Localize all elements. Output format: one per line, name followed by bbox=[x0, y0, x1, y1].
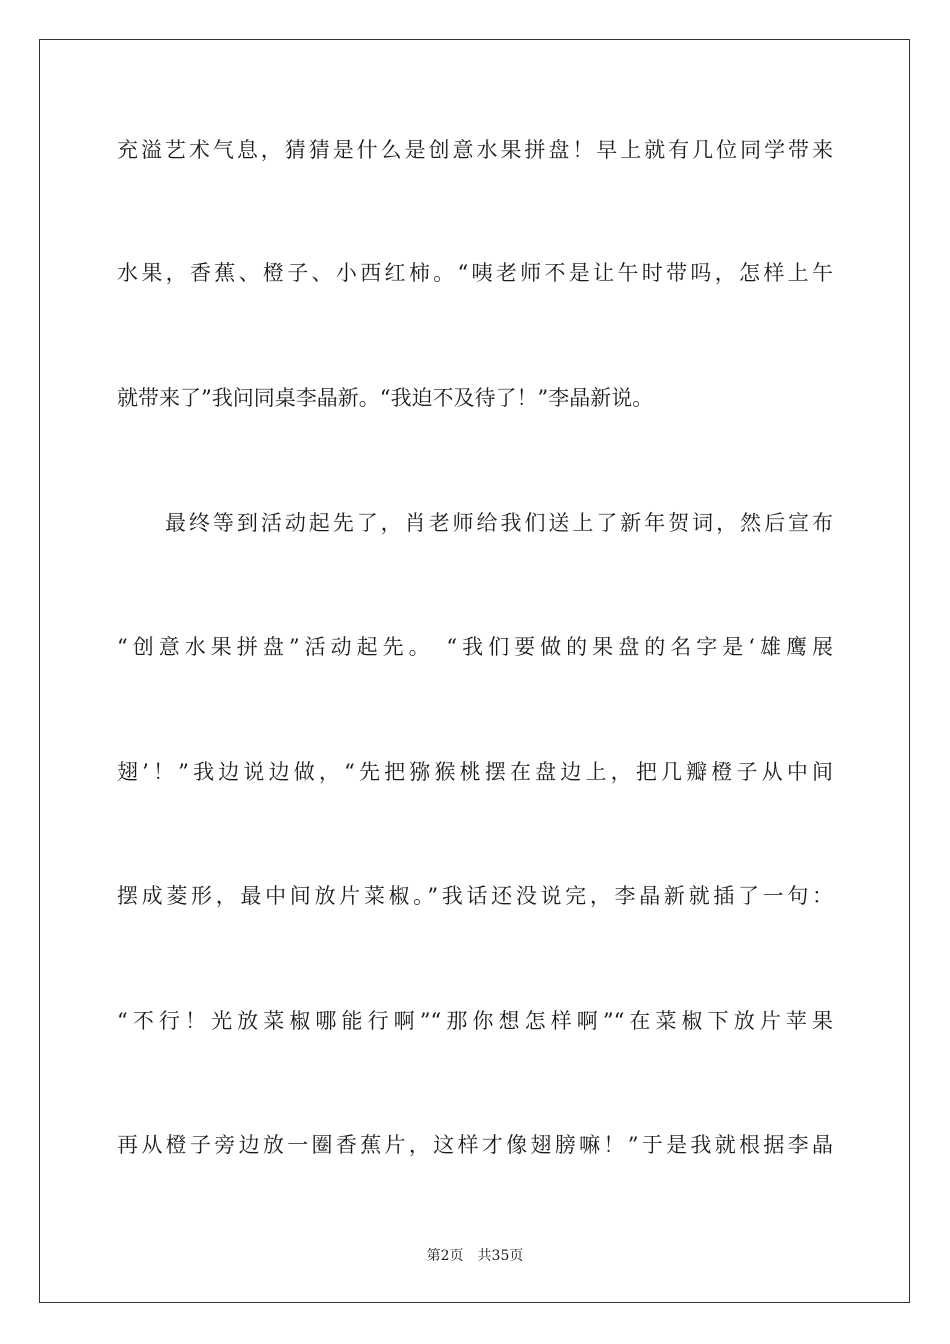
page-border bbox=[39, 39, 910, 1303]
paragraph-line-2: 水果，香蕉、橙子、小西红柿。“咦老师不是让午时带吗，怎样上午 bbox=[117, 261, 833, 285]
page-number: 第2页 bbox=[426, 1248, 464, 1264]
page-footer bbox=[0, 1247, 950, 1265]
paragraph-line-9: 再从橙子旁边放一圈香蕉片，这样才像翅膀嘛！”于是我就根据李晶 bbox=[117, 1133, 833, 1157]
page-total: 共35页 bbox=[477, 1248, 524, 1264]
paragraph-line-5: “创意水果拼盘”活动起先。 “我们要做的果盘的名字是‘雄鹰展 bbox=[117, 635, 833, 659]
paragraph-line-7: 摆成菱形，最中间放片菜椒。”我话还没说完，李晶新就插了一句： bbox=[117, 884, 833, 908]
paragraph-line-4: 最终等到活动起先了，肖老师给我们送上了新年贺词，然后宣布 bbox=[165, 511, 833, 535]
paragraph-line-1: 充溢艺术气息，猜猜是什么是创意水果拼盘！早上就有几位同学带来 bbox=[117, 138, 833, 162]
paragraph-line-6: 翅’！”我边说边做，“先把猕猴桃摆在盘边上，把几瓣橙子从中间 bbox=[117, 760, 833, 784]
paragraph-line-8: “不行！光放菜椒哪能行啊”“那你想怎样啊”“在菜椒下放片苹果 bbox=[117, 1009, 833, 1033]
paragraph-line-3: 就带来了”我问同桌李晶新。“我迫不及待了！”李晶新说。 bbox=[117, 386, 654, 410]
